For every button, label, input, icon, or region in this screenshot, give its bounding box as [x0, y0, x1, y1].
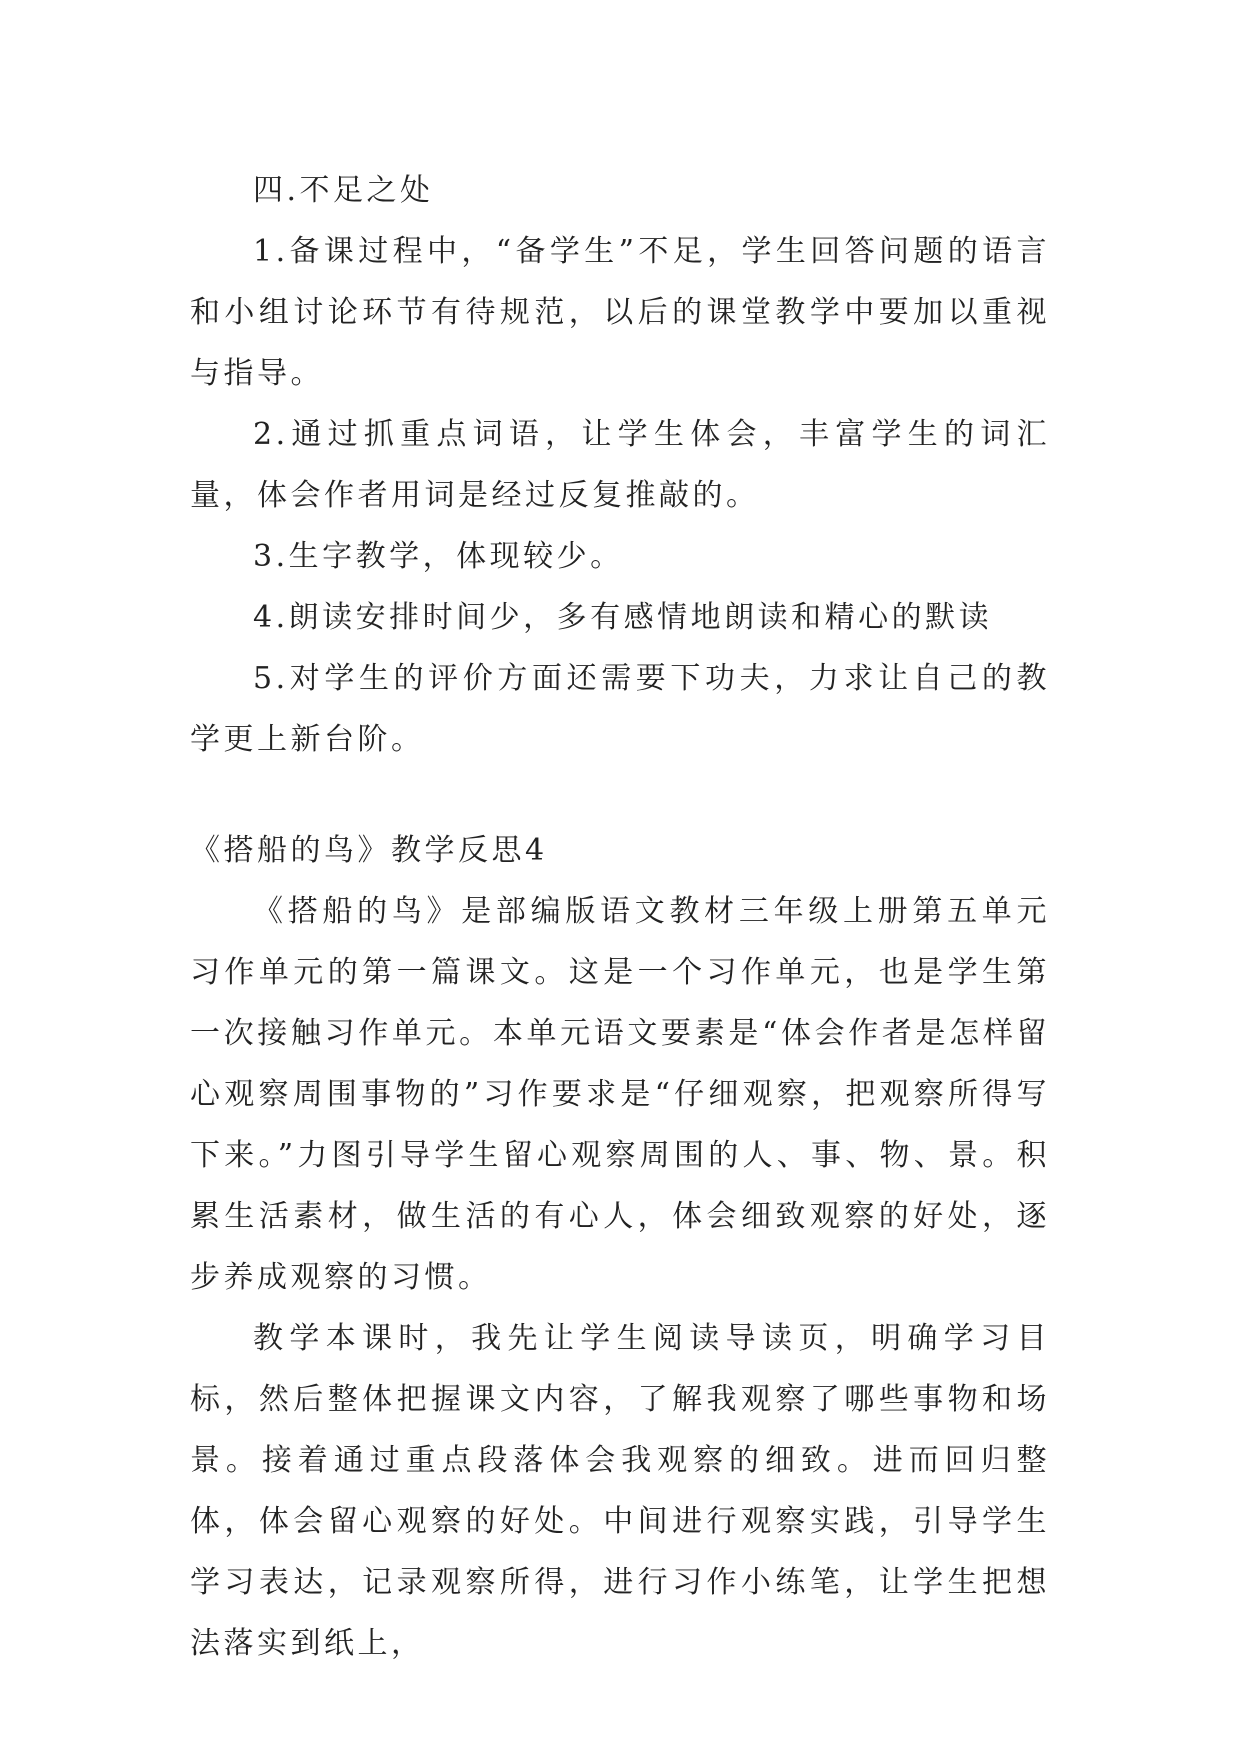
shortcoming-item-2: 2.通过抓重点词语，让学生体会，丰富学生的词汇量，体会作者用词是经过反复推敲的。 [190, 417, 1050, 513]
reflection-paragraph-1: 《搭船的鸟》是部编版语文教材三年级上册第五单元习作单元的第一篇课文。这是一个习作单元，也是学生第一次接触习作单元。本单元语文要素是“体会作者是怎样留心观察周围事物的”习作要求是“仔细观察，把观察所得写下来。”力图引导学生留心观察周围的人、事、物、景。积累生活素材，做生活的有心人，体会细致观察的好处，逐步养成观察的习惯。 [190, 894, 1050, 1295]
shortcoming-item-3: 3.生字教学，体现较少。 [253, 539, 624, 574]
reflection-title: 《搭船的鸟》教学反思4 [190, 833, 548, 868]
shortcoming-item-4: 4.朗读安排时间少，多有感情地朗读和精心的默读 [253, 600, 993, 635]
document-body [190, 160, 1050, 1674]
shortcoming-item-1: 1.备课过程中，“备学生”不足，学生回答问题的语言和小组讨论环节有待规范，以后的课堂教学中要加以重视与指导。 [190, 234, 1050, 391]
reflection-paragraph-2: 教学本课时，我先让学生阅读导读页，明确学习目标，然后整体把握课文内容，了解我观察了哪些事物和场景。接着通过重点段落体会我观察的细致。进而回归整体，体会留心观察的好处。中间进行观察实践，引导学生学习表达，记录观察所得，进行习作小练笔，让学生把想法落实到纸上， [190, 1321, 1050, 1661]
section-heading-shortcomings: 四.不足之处 [253, 173, 434, 208]
section-spacer [190, 770, 1050, 820]
shortcoming-item-5: 5.对学生的评价方面还需要下功夫，力求让自己的教学更上新台阶。 [190, 661, 1050, 757]
